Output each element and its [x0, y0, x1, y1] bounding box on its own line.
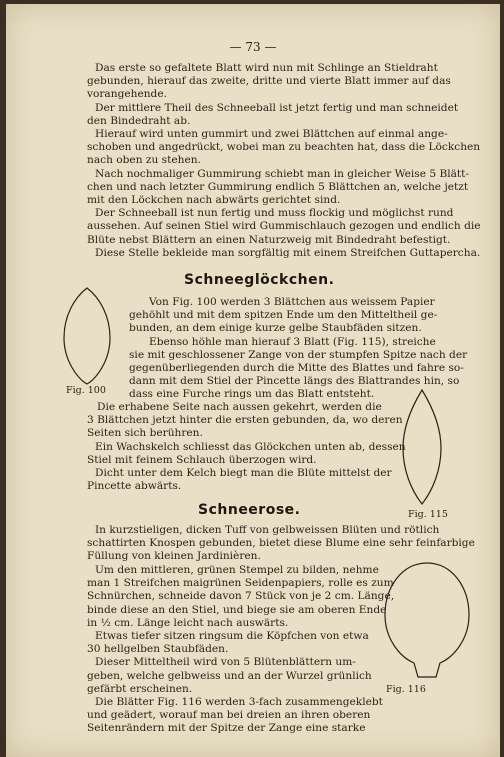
text-line: Um den mittleren, grünen Stempel zu bilden, nehme	[95, 564, 379, 576]
text-line: den Bindedraht ab.	[87, 114, 191, 127]
paragraph-block-schneegloeckchen-1	[129, 296, 468, 402]
text-line: Nach nochmaliger Gummirung schiebt man in gleicher Weise 5 Blätt-	[95, 167, 470, 180]
text-line: Dicht unter dem Kelch biegt man die Blüte mittelst der	[95, 467, 392, 480]
section-heading-schneerose: Schneerose.	[198, 502, 301, 518]
text-line: in ½ cm. Länge leicht nach auswärts.	[87, 616, 289, 629]
figure-116-caption: Fig. 116	[386, 684, 426, 695]
text-line: mit den Löckchen nach abwärts gerichtet sind.	[87, 194, 341, 207]
paragraph-block-schneeball	[87, 62, 481, 260]
text-line: schattirten Knospen gebunden, bietet diese Blume eine sehr feinfarbige	[87, 537, 475, 550]
paragraph-block-schneegloeckchen-2	[87, 401, 406, 493]
page-number: — 73 —	[229, 40, 277, 54]
text-line: Pincette abwärts.	[87, 480, 182, 493]
text-line: gehöhlt und mit dem spitzen Ende um den Mitteltheil ge-	[129, 309, 438, 322]
text-line: Das erste so gefaltete Blatt wird nun mit Schlinge an Stieldraht	[95, 62, 438, 74]
text-line: binde diese an den Stiel, und biege sie am oberen Ende	[87, 603, 387, 616]
text-line: man 1 Streifchen maigrünen Seidenpapiers, rolle es zum	[87, 577, 394, 590]
text-line: Diese Stelle bekleide man sorgfältig mit einem Streifchen Guttapercha.	[95, 246, 481, 259]
text-line: Ein Wachskelch schliesst das Glöckchen unten ab, dessen	[95, 440, 406, 453]
figure-100-leaf-icon	[60, 286, 114, 386]
text-line: gegenüberliegenden durch die Mitte des Blattes und fahre so-	[129, 362, 464, 375]
text-line: Ebenso höhle man hierauf 3 Blatt (Fig. 115), streiche	[149, 335, 436, 348]
text-line: Etwas tiefer sitzen ringsum die Köpfchen von etwa	[95, 630, 369, 643]
text-line: schoben und angedrückt, wobei man zu beachten hat, dass die Löckchen	[87, 141, 481, 154]
text-line: Blüte nebst Blättern an einen Naturzweig mit Bindedraht befestigt.	[87, 233, 451, 246]
text-line: dass eine Furche rings um das Blatt entsteht.	[129, 388, 375, 401]
text-line: geben, welche gelbweiss und an der Wurzel grünlich	[87, 669, 372, 682]
text-line: chen und nach letzter Gummirung endlich 5 Blättchen an, welche jetzt	[87, 180, 469, 193]
text-line: Schnürchen, schneide davon 7 Stück von je 2 cm. Länge,	[87, 590, 395, 603]
text-line: 30 hellgelben Staubfäden.	[87, 643, 229, 656]
text-line: Die erhabene Seite nach aussen gekehrt, werden die	[97, 401, 382, 413]
section-heading-schneegloeckchen: Schneeglöckchen.	[184, 272, 335, 288]
text-line: gebunden, hierauf das zweite, dritte und vierte Blatt immer auf das	[87, 75, 451, 88]
text-line: gefärbt erscheinen.	[87, 682, 193, 695]
text-line: Dieser Mitteltheil wird von 5 Blütenblättern um-	[95, 656, 356, 669]
text-line: vorangehende.	[87, 88, 167, 101]
text-line: bunden, an dem einige kurze gelbe Staubfäden sitzen.	[129, 322, 422, 335]
paragraph-block-schneerose-instructions	[87, 564, 395, 736]
text-line: dann mit dem Stiel der Pincette längs des Blattrandes hin, so	[129, 375, 460, 388]
figure-100-caption: Fig. 100	[66, 385, 106, 396]
text-line: Der mittlere Theil des Schneeball ist jetzt fertig und man schneidet	[95, 101, 459, 114]
text-line: sie mit geschlossener Zange von der stumpfen Spitze nach der	[129, 348, 468, 361]
figure-115-caption: Fig. 115	[408, 509, 448, 520]
text-line: In kurzstieligen, dicken Tuff von gelbweissen Blüten und rötlich	[95, 524, 440, 536]
text-line: Seiten sich berühren.	[87, 427, 203, 440]
text-line: Stiel mit feinem Schlauch überzogen wird.	[87, 453, 317, 466]
text-line: aussehen. Auf seinen Stiel wird Gummischlauch gezogen und endlich die	[87, 220, 481, 233]
text-line: und geädert, worauf man bei dreien an ihren oberen	[87, 709, 371, 722]
text-line: Hierauf wird unten gummirt und zwei Blättchen auf einmal ange-	[95, 128, 448, 141]
text-line: 3 Blättchen jetzt hinter die ersten gebunden, da, wo deren	[87, 414, 403, 427]
text-line: Die Blätter Fig. 116 werden 3-fach zusammengeklebt	[95, 696, 383, 709]
text-line: Der Schneeball ist nun fertig und muss flockig und möglichst rund	[95, 207, 454, 220]
text-line: Seitenrändern mit der Spitze der Zange eine starke	[87, 722, 366, 735]
text-line: Füllung von kleinen Jardinièren.	[87, 550, 261, 563]
text-line: Von Fig. 100 werden 3 Blättchen aus weissem Papier	[149, 296, 435, 308]
text-line: nach oben zu stehen.	[87, 154, 201, 167]
book-page	[6, 4, 500, 757]
paragraph-block-schneerose-intro	[87, 524, 475, 564]
figure-116-petal-icon	[382, 559, 472, 679]
